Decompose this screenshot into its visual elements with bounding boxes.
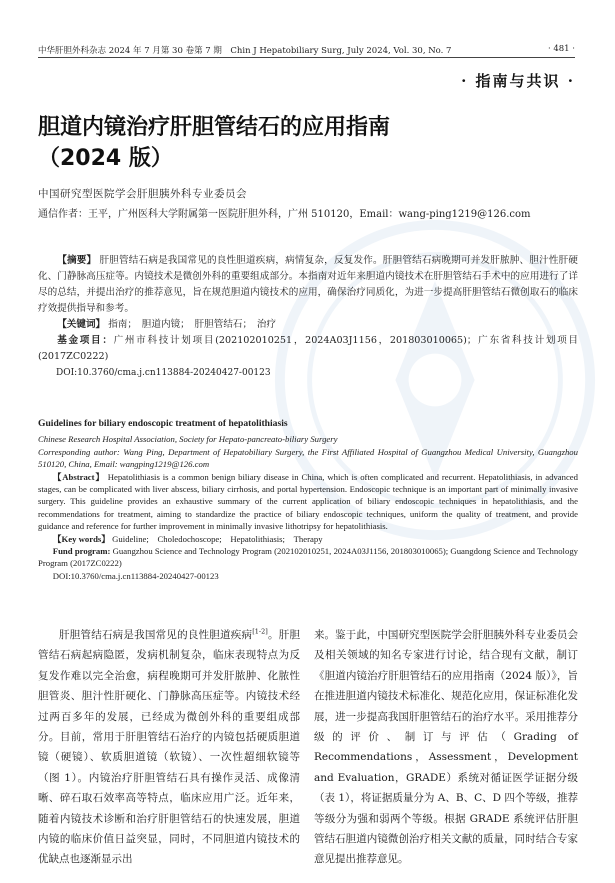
- doi-en: DOI:10.3760/cma.j.cn113884-20240427-00123: [52, 570, 219, 581]
- corresponding-author: 通信作者：王平，广州医科大学附属第一医院肝胆外科，广州 510120，Email：wang-ping1219@126.com: [38, 209, 531, 220]
- author-organization: 中国研究型医院学会肝胆胰外科专业委员会: [38, 188, 247, 200]
- keywords-label: 【关键词】: [57, 319, 106, 330]
- fund-label: 基金项目：: [57, 335, 114, 346]
- journal-citation: 中华肝胆外科杂志 2024 年 7 月第 30 卷第 7 期 Chin J Hepatobiliary Surg, July 2024, Vol. 30, No. 7: [38, 46, 452, 56]
- fund-text: 广州市科技计划项目(202102010251，2024A03J1156，201803010065)；广东省科技计划项目(2017ZC0222): [38, 335, 579, 362]
- english-abstract: [38, 418, 578, 582]
- column-label: · 指南与共识 ·: [461, 72, 575, 90]
- abstract-label: 【摘要】: [57, 255, 97, 266]
- abstract-text: 肝胆管结石病是我国常见的良性胆道疾病，病情复杂，反复发作。肝胆管结石病晚期可并发肝脓肿、胆汁性肝硬化、门静脉高压症等。内镜技术是微创外科的重要组成部分。本指南对近年来胆道内镜技术在肝胆管结石手术中的应用进行了详尽的总结，并提出治疗的推荐意见，旨在规范胆道内镜技术的应用，确保治疗同质化，为进一步提高肝胆管结石微创取石的临床疗效提供指导和参考。: [38, 255, 578, 314]
- doi-cn: DOI:10.3760/cma.j.cn113884-20240427-00123: [56, 368, 271, 378]
- article-title: [38, 112, 578, 174]
- chinese-abstract: [38, 253, 578, 381]
- english-correspondence: Corresponding author: Wang Ping, Department of Hepatobiliary Surgery, the First Affiliated Hospital of Guangzhou Medical University, Guangzhou 510120, China, Email: wangping1219@126.com: [38, 446, 578, 470]
- keywords-text: 指南； 胆道内镜； 肝胆管结石； 治疗: [108, 319, 277, 330]
- english-title: Guidelines for biliary endoscopic treatment of hepatolithiasis: [38, 418, 288, 429]
- header-rule: [38, 57, 575, 58]
- english-fund-label: Fund program:: [52, 546, 111, 557]
- body-column-right: 来。鉴于此，中国研究型医院学会肝胆胰外科专业委员会及相关领域的知名专家进行讨论，结合现有文献，制订《胆道内镜治疗肝胆管结石的应用指南（2024 版）》，旨在推进胆道内镜技术标准化、规范化应用，保证标准化发展，进一步提高我国肝胆管结石的治疗水平。采用推荐分级的评价、制订与评估（Grading of Recommendations，Assessment，Development and Evaluation，GRADE）系统对循证医学证据分级（表 1），将证据质量分为 A、B、C、D 四个等级，推荐等级分为强和弱两个等级。根据 GRADE 系统评估肝胆管结石胆道内镜微创治疗相关文献的质量，同时结合专家意见提出推荐意见。: [314, 629, 578, 866]
- running-head: [38, 44, 575, 58]
- citation-ref: [1-2]: [252, 627, 268, 636]
- english-organization: Chinese Research Hospital Association, Society for Hepato-pancreato-biliary Surgery: [38, 434, 338, 445]
- page-number: · 481 ·: [547, 44, 575, 54]
- english-abstract-label: 【Abstract】: [52, 471, 105, 482]
- title-main: 胆道内镜治疗肝胆管结石的应用指南: [38, 115, 391, 140]
- english-keywords-label: 【Key words】: [52, 533, 110, 544]
- body-text: [38, 625, 578, 865]
- title-edition: （2024 版）: [38, 146, 173, 171]
- english-fund-text: Guangzhou Science and Technology Program (202102010251, 2024A03J1156, 201803010065); Guangdong Science and Technology Program (2017ZC0222): [38, 546, 579, 569]
- body-column-left: 肝胆管结石病是我国常见的良性胆道疾病[1-2]。肝胆管结石病起病隐匿，发病机制复杂，临床表现特点为反复发作难以完全治愈，病程晚期可并发肝脓肿、化脓性胆管炎、胆汁性肝硬化、门静脉高压症等。内镜技术经过两百多年的发展，已经成为微创外科的重要组成部分。目前，常用于肝胆管结石治疗的内镜包括硬质胆道镜（硬镜）、软质胆道镜（软镜）、一次性超细软镜等（图 1）。内镜治疗肝胆管结石具有操作灵活、成像清晰、碎石取石效率高等特点，临床应用广泛。近年来，随着内镜技术诊断和治疗肝胆管结石的快速发展，胆道内镜的临床价值日益突显，同时，不同胆道内镜技术的优缺点也逐渐显示出: [38, 627, 301, 866]
- english-abstract-text: Hepatolithiasis is a common benign biliary disease in China, which is often complicated and recurrent. Hepatolithiasis, in advanced stages, can be complicated with liver abscess, biliary cirrhosis, and portal hypertension. Endoscopic technique is an important part of minimally invasive surgery. This guideline provides an exhaustive summary of the current application of biliary endoscopic techniques in hepatolithiasis, and the recommendations for treatment, aiming to standardize the practice of biliary endoscopic techniques, uniform the quality of treatment, and provide guidance and reference for further improvement in minimally invasive lithotripsy for hepatolithiasis.: [38, 471, 579, 532]
- english-keywords-text: Guideline; Choledochoscope; Hepatolithiasis; Therapy: [112, 533, 323, 544]
